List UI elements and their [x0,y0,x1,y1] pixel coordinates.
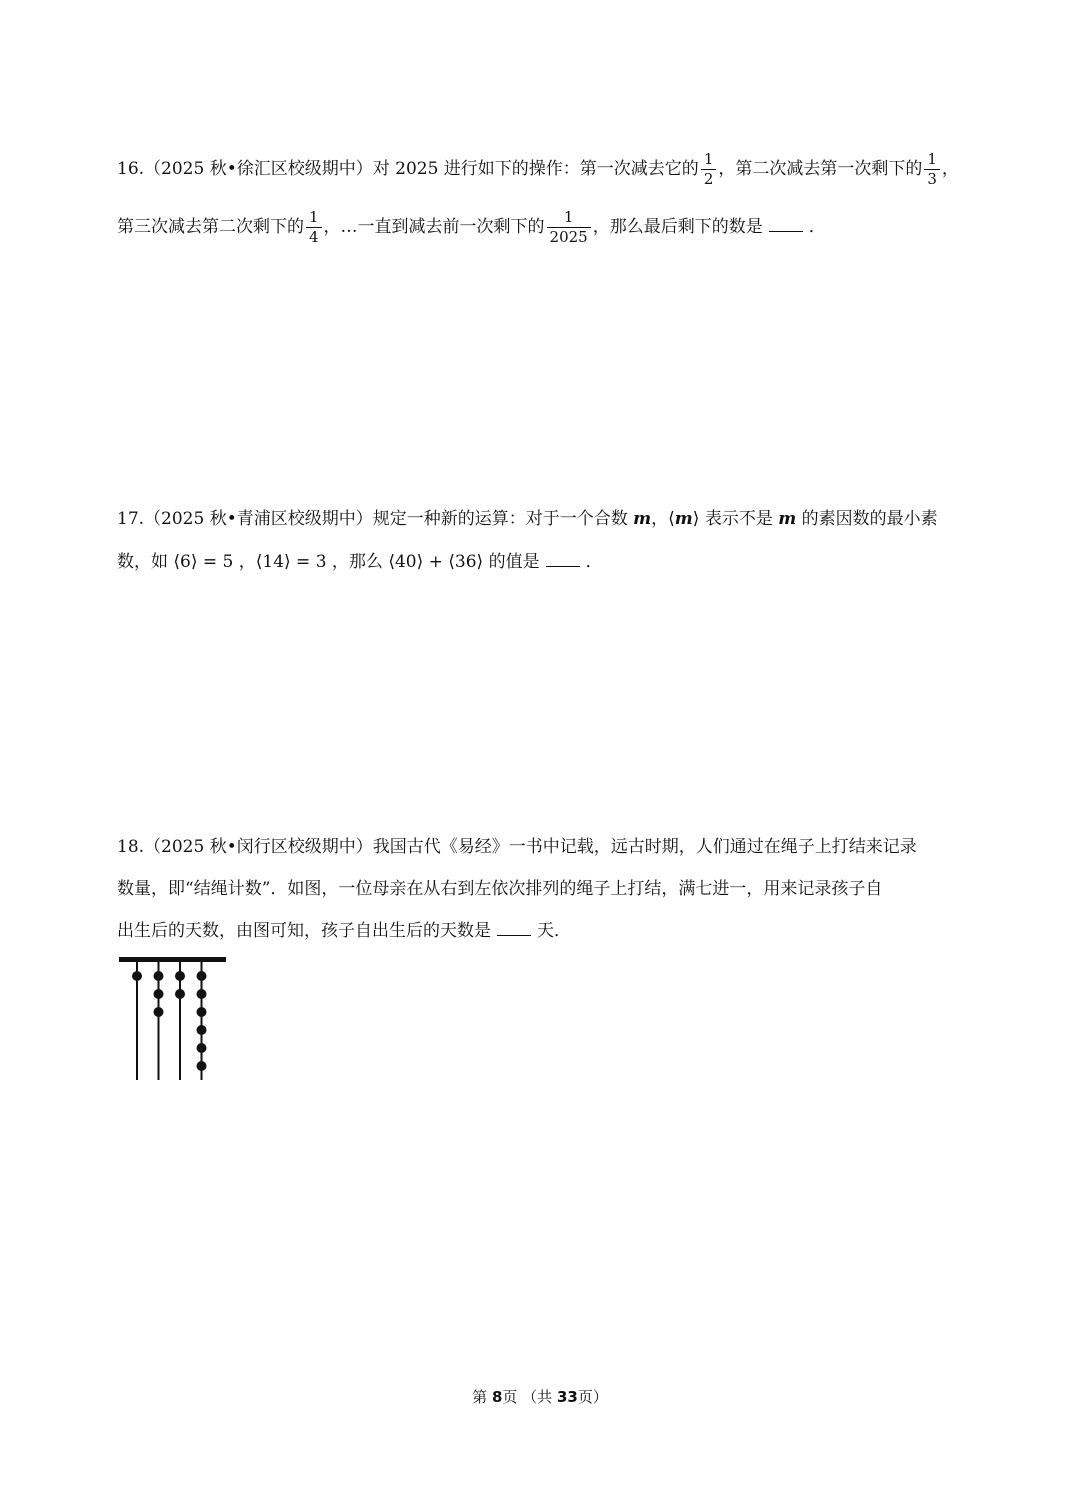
answer-blank-16[interactable] [769,215,803,232]
q16-text-end: ． [808,217,826,237]
q18-text-l3: 出生后的天数，由图可知，孩子自出生后的天数是 [117,921,491,941]
knotted-rope-figure [117,955,232,1085]
rope-knot [197,971,207,981]
question-16-line-2 [117,208,826,246]
page-footer [0,1386,1080,1407]
rope-knot [154,989,164,999]
rope-knot [175,971,185,981]
fraction-one-third: $\frac{1}{3}$ [924,150,940,189]
answer-blank-17[interactable] [546,550,580,567]
footer-page-number: 8 [491,1388,503,1406]
question-17-line-1 [117,505,938,533]
q17-text-l2: 数，如 ⟨6⟩ = 5 ，⟨14⟩ = 3 ，那么 ⟨40⟩ + ⟨36⟩ 的值是 [117,552,540,572]
rope-knot [197,1025,207,1035]
rope-knot [197,989,207,999]
q16-text-head: 16.（2025 秋•徐汇区校级期中）对 2025 进行如下的操作：第一次减去它的 [117,159,699,179]
q17-text-head: 17.（2025 秋•青浦区校级期中）规定一种新的运算：对于一个合数 [117,509,634,529]
q17-text-b: ⟩ 表示不是 [692,509,779,529]
variable-m: m [674,509,693,529]
q16-text-tail1: ， [941,159,959,179]
footer-text-b: 页 （共 [502,1388,557,1406]
rope-bar [119,957,226,962]
rope-knot [197,1061,207,1071]
q16-text-mid1: ，第二次减去第一次剩下的 [718,159,923,179]
answer-blank-18[interactable] [497,919,531,936]
rope-knot [154,1007,164,1017]
q16-text-l2-mid: ，…一直到减去前一次剩下的 [323,217,545,237]
q17-text-end: ． [585,552,603,572]
q17-text-c: 的素因数的最小素 [796,509,938,529]
rope-knot [197,1043,207,1053]
footer-text-a: 第 [472,1388,492,1406]
question-18-line-1 [117,833,917,861]
rope-knot [175,989,185,999]
footer-text-c: 页） [577,1388,608,1406]
q16-text-l2-tail: ，那么最后剩下的数是 [592,217,763,237]
fraction-one-quarter: $\frac{1}{4}$ [306,208,322,247]
q18-text-end: 天． [537,921,571,941]
rope-knot [154,971,164,981]
q18-text-l1: 18.（2025 秋•闵行区校级期中）我国古代《易经》一书中记载，远古时期，人们通过在绳子上打结来记录 [117,837,917,857]
q16-text-l2-head: 第三次减去第二次剩下的 [117,217,304,237]
question-18-line-3 [117,917,571,945]
footer-total-pages: 33 [556,1388,578,1406]
question-17-line-2 [117,548,603,576]
question-18-line-2 [117,875,882,903]
fraction-one-half: $\frac{1}{2}$ [701,150,717,189]
q17-text-a: ，⟨ [651,509,675,529]
ropes [132,962,207,1080]
rope-knot [197,1007,207,1017]
q18-text-l2: 数量，即“结绳计数”．如图，一位母亲在从右到左依次排列的绳子上打结，满七进一，用来记录孩子自 [117,879,883,899]
variable-m: m [633,509,652,529]
fraction-one-over-2025: $\frac{1}{2025}$ [547,208,591,247]
rope-knot [132,971,142,981]
question-16-line-1 [117,150,959,188]
variable-m: m [778,509,797,529]
